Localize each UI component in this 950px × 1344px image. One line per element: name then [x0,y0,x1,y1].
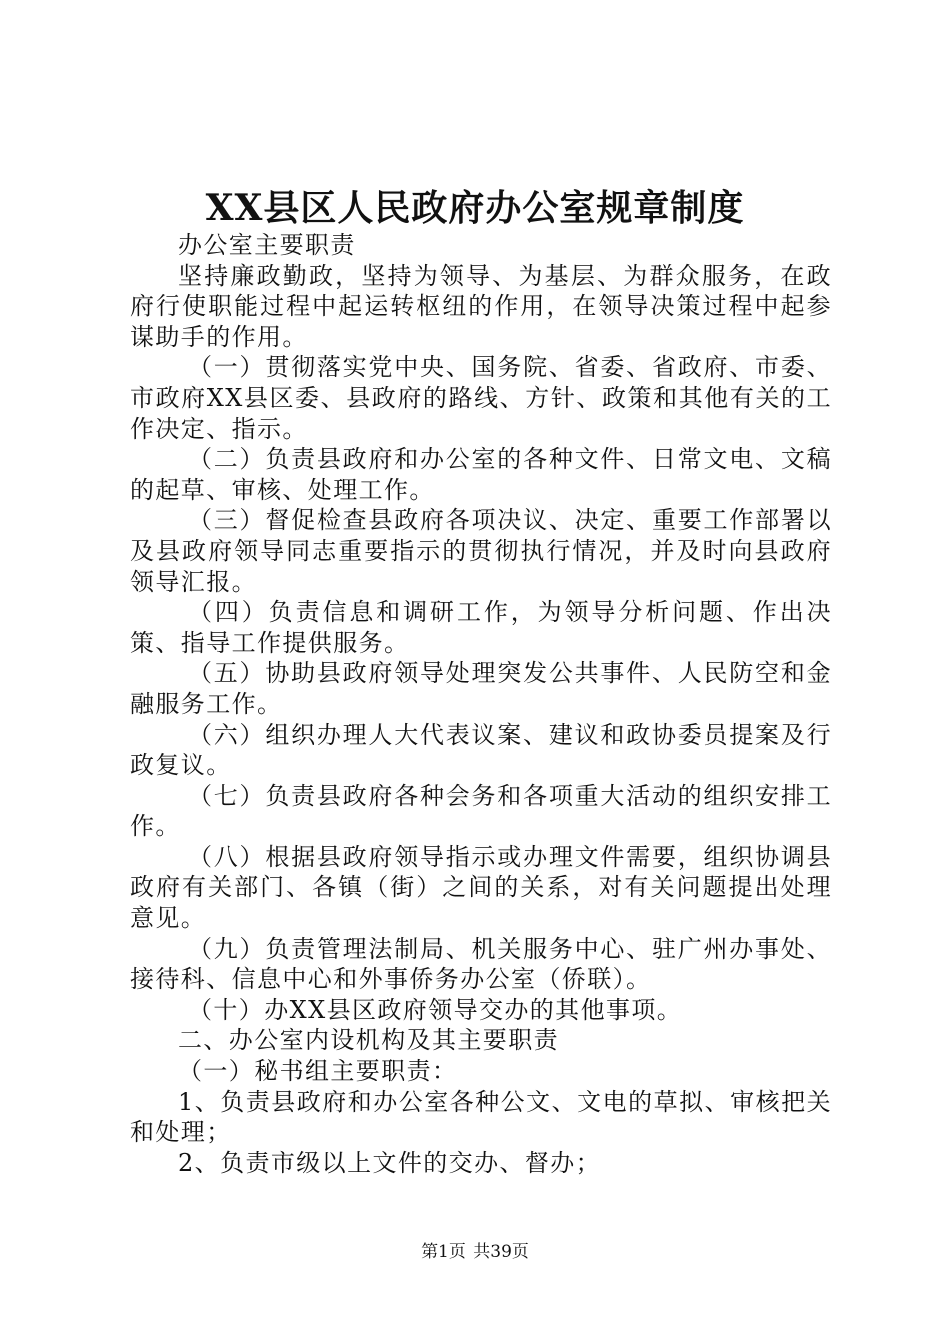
paragraph-item-6: （六）组织办理人大代表议案、建议和政协委员提案及行政复议。 [130,720,832,780]
paragraph-section-2-heading: 二、办公室内设机构及其主要职责 [178,1026,559,1055]
paragraph-item-10: （十）办XX县区政府领导交办的其他事项。 [188,995,683,1024]
document-title: XX县区人民政府办公室规章制度 [205,187,745,229]
paragraph-secretary-group-heading: （一）秘书组主要职责： [178,1057,458,1086]
document-body [130,230,832,1178]
page-number-label: 第1页 共39页 [421,1242,529,1262]
page-footer [0,1240,950,1264]
paragraph-secretary-duty-1: 1、负责县政府和办公室各种公文、文电的草拟、审核把关和处理； [130,1087,832,1147]
paragraph-heading-main-duties: 办公室主要职责 [178,231,356,259]
paragraph-item-4: （四）负责信息和调研工作，为领导分析问题、作出决策、指导工作提供服务。 [130,598,832,657]
paragraph-item-8: （八）根据县政府领导指示或办理文件需要，组织协调县政府有关部门、各镇（街）之间的关系，对有关问题提出处理意见。 [130,842,832,933]
paragraph-item-2: （二）负责县政府和办公室的各种文件、日常文电、文稿的起草、审核、处理工作。 [130,445,832,504]
paragraph-secretary-duty-2: 2、负责市级以上文件的交办、督办； [178,1148,602,1177]
paragraph-intro: 坚持廉政勤政，坚持为领导、为基层、为群众服务，在政府行使职能过程中起运转枢纽的作用，在领导决策过程中起参谋助手的作用。 [130,261,832,351]
paragraph-item-3: （三）督促检查县政府各项决议、决定、重要工作部署以及县政府领导同志重要指示的贯彻执行情况，并及时向县政府领导汇报。 [130,506,832,596]
paragraph-item-1: （一）贯彻落实党中央、国务院、省委、省政府、市委、市政府XX县区委、县政府的路线、方针、政策和其他有关的工作决定、指示。 [130,353,832,443]
paragraph-item-9: （九）负责管理法制局、机关服务中心、驻广州办事处、接待科、信息中心和外事侨务办公室（侨联）。 [130,934,832,994]
paragraph-item-5: （五）协助县政府领导处理突发公共事件、人民防空和金融服务工作。 [130,659,832,718]
paragraph-item-7: （七）负责县政府各种会务和各项重大活动的组织安排工作。 [130,781,832,841]
